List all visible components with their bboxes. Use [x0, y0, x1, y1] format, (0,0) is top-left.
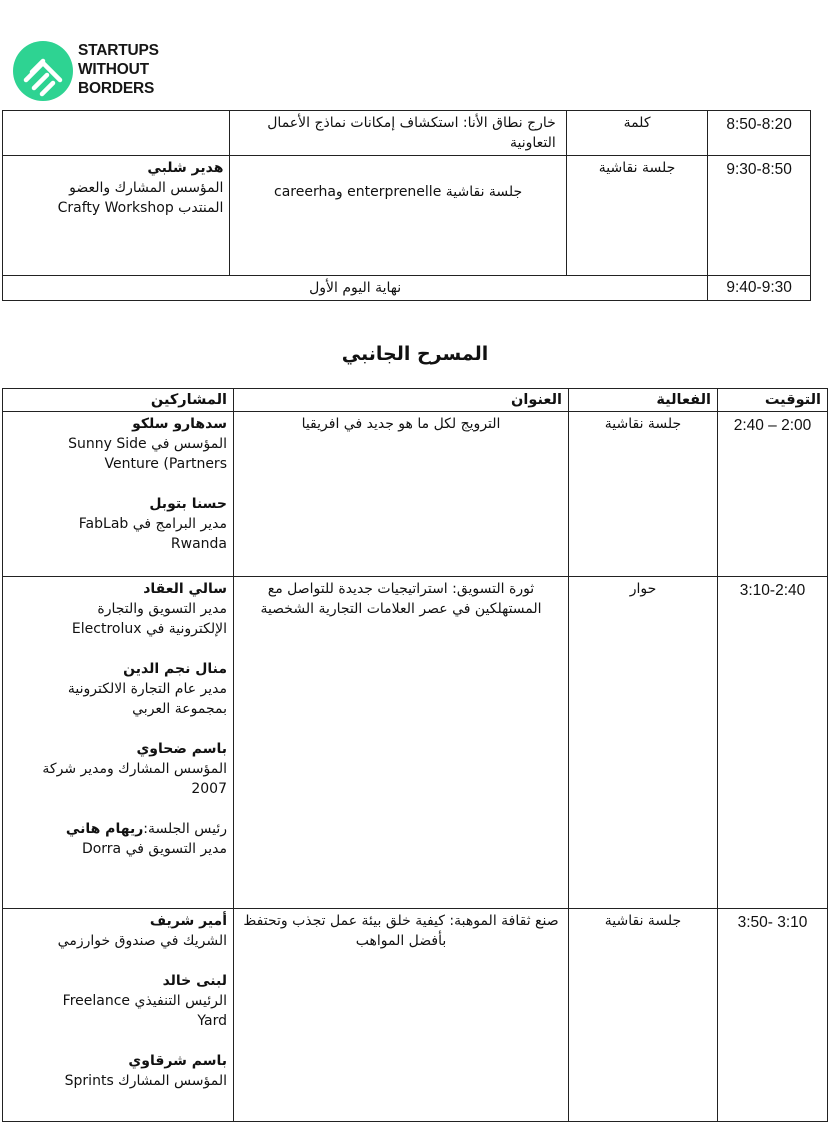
participants-cell	[3, 577, 234, 909]
moderator-label: رئيس الجلسة:	[143, 821, 227, 837]
table-row	[3, 111, 811, 156]
logo-line: BORDERS	[78, 80, 155, 97]
participant-name: هدير شلبي	[147, 160, 224, 176]
participants-cell	[3, 412, 234, 577]
participant-name: سدهارو سلكو	[132, 416, 227, 432]
logo-line: STARTUPS	[78, 42, 159, 59]
activity-cell: حوار	[569, 577, 718, 909]
activity-cell: كلمة	[566, 111, 707, 156]
table-row	[3, 412, 828, 577]
title-cell	[230, 156, 566, 276]
table-row	[3, 276, 811, 301]
participant-role: مدير عام التجارة الالكترونية	[67, 681, 227, 697]
logo-line: WITHOUT	[78, 61, 149, 78]
participant-role: المؤسس في Sunny Side	[68, 436, 227, 452]
participants-cell	[3, 156, 230, 276]
participant-role: المؤسس المشارك Sprints	[64, 1073, 227, 1089]
table-header-row	[3, 389, 828, 412]
participants-cell	[3, 909, 234, 1122]
time-header: التوقيت	[718, 389, 828, 412]
participant-role: الرئيس التنفيذي Freelance	[62, 993, 227, 1009]
time-cell: 9:30-8:50	[708, 156, 811, 276]
participant-role: بمجموعة العربي	[132, 701, 227, 717]
end-of-day-cell: نهاية اليوم الأول	[3, 276, 708, 301]
participant-name: سالي العقاد	[143, 581, 227, 597]
time-cell: 3:50- 3:10	[718, 909, 828, 1122]
title-cell: صنع ثقافة الموهبة: كيفية خلق بيئة عمل تجذب وتحتفظ بأفضل المواهب	[234, 909, 569, 1122]
title-cell: ثورة التسويق: استراتيجيات جديدة للتواصل مع المستهلكين في عصر العلامات التجارية الشخصية	[234, 577, 569, 909]
table-row	[3, 156, 811, 276]
time-cell: 3:10-2:40	[718, 577, 828, 909]
activity-cell: جلسة نقاشية	[569, 909, 718, 1122]
session-title: جلسة نقاشية enterprenelle وcareerha	[274, 184, 523, 200]
moderator-role: مدير التسويق في Dorra	[81, 841, 227, 857]
participant-role: مدير البرامج في FabLab	[78, 516, 227, 532]
participant-role: الإلكترونية في Electrolux	[71, 621, 227, 637]
participant-name: باسم شرقاوي	[128, 1053, 227, 1069]
participant-role: Venture (Partners	[104, 456, 227, 472]
section-heading: المسرح الجانبي	[341, 343, 489, 365]
side-stage-table	[2, 388, 828, 1122]
startups-without-borders-logo-icon	[12, 40, 74, 102]
participant-role: الشريك في صندوق خوارزمي	[57, 933, 227, 949]
day-schedule-table	[2, 110, 811, 301]
participant-name: منال نجم الدين	[123, 661, 227, 677]
title-cell: خارج نطاق الأنا: استكشاف إمكانات نماذج الأعمال التعاونية	[230, 111, 566, 156]
logo	[12, 40, 182, 100]
participant-name: أمير شريف	[149, 913, 227, 929]
activity-cell: جلسة نقاشية	[566, 156, 707, 276]
participant-role: 2007	[191, 781, 227, 797]
moderator-line	[9, 819, 227, 839]
participant-role: المنتدب Crafty Workshop	[57, 200, 224, 216]
activity-header: الفعالية	[569, 389, 718, 412]
participant-role: المؤسس المشارك والعضو	[69, 180, 224, 196]
time-cell: 8:50-8:20	[708, 111, 811, 156]
participant-name: حسنا بتوبل	[149, 496, 227, 512]
participant-role: Yard	[197, 1013, 227, 1029]
table-row	[3, 577, 828, 909]
time-cell: 2:40 – 2:00	[718, 412, 828, 577]
participants-header: المشاركين	[3, 389, 234, 412]
participant-role: المؤسس المشارك ومدير شركة	[42, 761, 227, 777]
participant-name: باسم ضحاوي	[136, 741, 227, 757]
title-header: العنوان	[234, 389, 569, 412]
participant-name: لبنى خالد	[162, 973, 227, 989]
title-cell: الترويج لكل ما هو جديد في افريقيا	[234, 412, 569, 577]
participant-role: مدير التسويق والتجارة	[97, 601, 227, 617]
moderator-name: ريهام هاني	[65, 821, 144, 837]
logo-wordmark	[78, 41, 159, 98]
time-cell: 9:40-9:30	[708, 276, 811, 301]
participant-role: Rwanda	[170, 536, 227, 552]
activity-cell: جلسة نقاشية	[569, 412, 718, 577]
table-row	[3, 909, 828, 1122]
participants-cell	[3, 111, 230, 156]
